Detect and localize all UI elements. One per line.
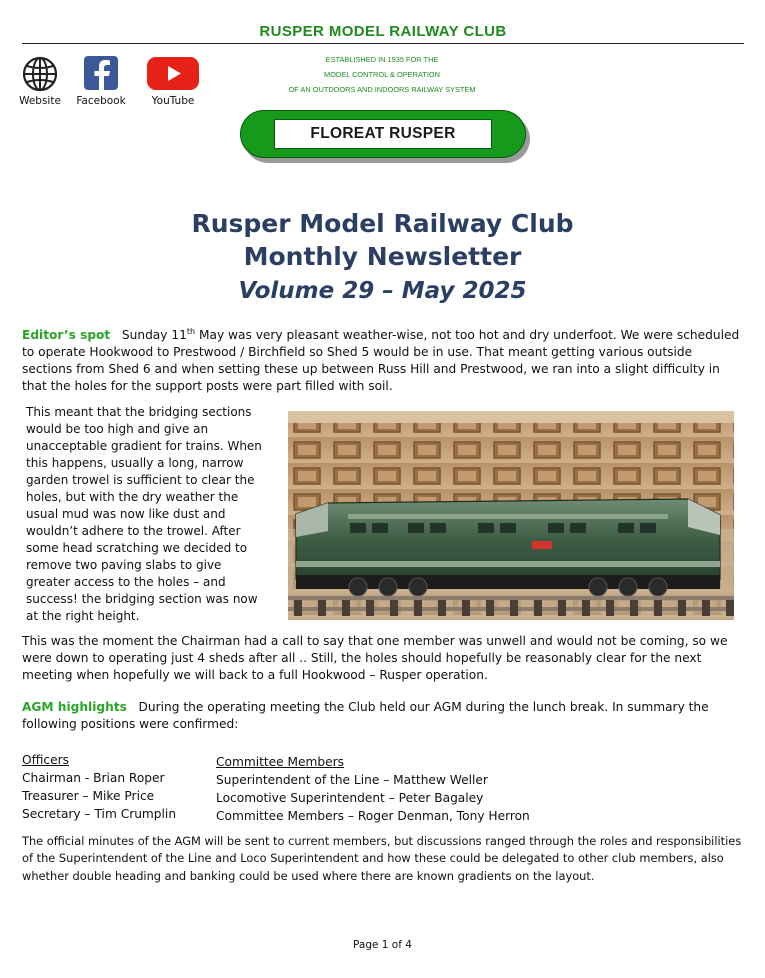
page-number: Page 1 of 4 bbox=[353, 939, 412, 951]
website-link[interactable] bbox=[16, 56, 64, 107]
agm-paragraph bbox=[22, 699, 744, 733]
established-text bbox=[262, 52, 502, 97]
bridging-paragraph: This meant that the bridging sections would be too high and give an unacceptable gradient for trains. When this happens, usually a long, narrow garden trowel is sufficient to clear the holes, but with the dry weather the usual mud was now like dust and wouldn’t adhere to the trowel. After some head scratching we decided to remove two paving slabs to give greater access to the holes – and success! the bridging section was now at the right height. bbox=[26, 405, 262, 623]
newsletter-volume: Volume 29 – May 2025 bbox=[238, 278, 527, 304]
facebook-link[interactable] bbox=[73, 56, 129, 107]
chairman-paragraph: This was the moment the Chairman had a call to say that one member was unwell and would not be coming, so we were down to operating just 4 sheds after all .. Still, the holes should hopefully be reasonably clear for the next meeting when hopefully we will back to a full Hookwood – Rusper operation. bbox=[22, 634, 728, 682]
minutes-paragraph: The official minutes of the AGM will be sent to current members, but discussions ranged through the roles and responsibilities of the Superintendent of the Line and Loco Superintendent and how these could be delegated to other club members, also whether double heading and banking could be used where there are known gradients on the layout. bbox=[22, 834, 742, 883]
totem-text: FLOREAT RUSPER bbox=[274, 119, 492, 149]
editor-text-b: May was very pleasant weather-wise, not too hot and dry underfoot. We were scheduled to operate Hookwood to Prestwood / Birchfield so Shed 5 would be in use. That meant getting various outside sections from Shed 6 and when setting these up between Russ Hill and Prestwood, we ran into a slight difficulty in that the holes for the support posts were part filled with soil. bbox=[22, 328, 740, 393]
facebook-icon bbox=[82, 56, 120, 92]
editor-text-a: Sunday 11 bbox=[121, 328, 187, 342]
locomotive-photo bbox=[288, 411, 734, 620]
youtube-link[interactable] bbox=[145, 56, 201, 107]
facebook-label: Facebook bbox=[76, 95, 126, 107]
editors-spot-heading: Editor’s spot bbox=[22, 328, 111, 342]
floreat-rusper-totem bbox=[240, 110, 532, 164]
established-line-1: ESTABLISHED IN 1935 FOR THE bbox=[325, 55, 439, 64]
agm-heading: AGM highlights bbox=[22, 700, 127, 714]
website-label: Website bbox=[19, 95, 61, 107]
youtube-label: YouTube bbox=[151, 95, 195, 107]
officer-secretary: Secretary – Tim Crumplin bbox=[22, 807, 177, 821]
editors-spot-paragraph bbox=[22, 327, 744, 395]
agm-text: During the operating meeting the Club held our AGM during the lunch break. In summary the following positions were confirmed: bbox=[22, 700, 709, 731]
youtube-icon bbox=[146, 56, 200, 92]
officer-treasurer: Treasurer – Mike Price bbox=[22, 789, 155, 803]
committee-superintendent-line: Superintendent of the Line – Matthew Weller bbox=[216, 773, 488, 787]
committee-heading: Committee Members bbox=[216, 755, 345, 769]
established-line-3: OF AN OUTDOORS AND INDOORS RAILWAY SYSTEM bbox=[288, 85, 476, 94]
committee-list bbox=[216, 753, 616, 825]
newsletter-title-line-2: Monthly Newsletter bbox=[243, 242, 522, 271]
committee-members: Committee Members – Roger Denman, Tony Herron bbox=[216, 809, 530, 823]
committee-loco-superintendent: Locomotive Superintendent – Peter Bagaley bbox=[216, 791, 484, 805]
officers-heading: Officers bbox=[22, 753, 69, 767]
established-line-2: MODEL CONTROL & OPERATION bbox=[324, 70, 440, 79]
globe-icon bbox=[21, 56, 59, 92]
newsletter-title-line-1: Rusper Model Railway Club bbox=[191, 209, 574, 238]
officer-chairman: Chairman - Brian Roper bbox=[22, 771, 165, 785]
club-name-header: RUSPER MODEL RAILWAY CLUB bbox=[22, 23, 744, 44]
officers-list bbox=[22, 751, 212, 823]
editor-sup: th bbox=[186, 326, 196, 336]
